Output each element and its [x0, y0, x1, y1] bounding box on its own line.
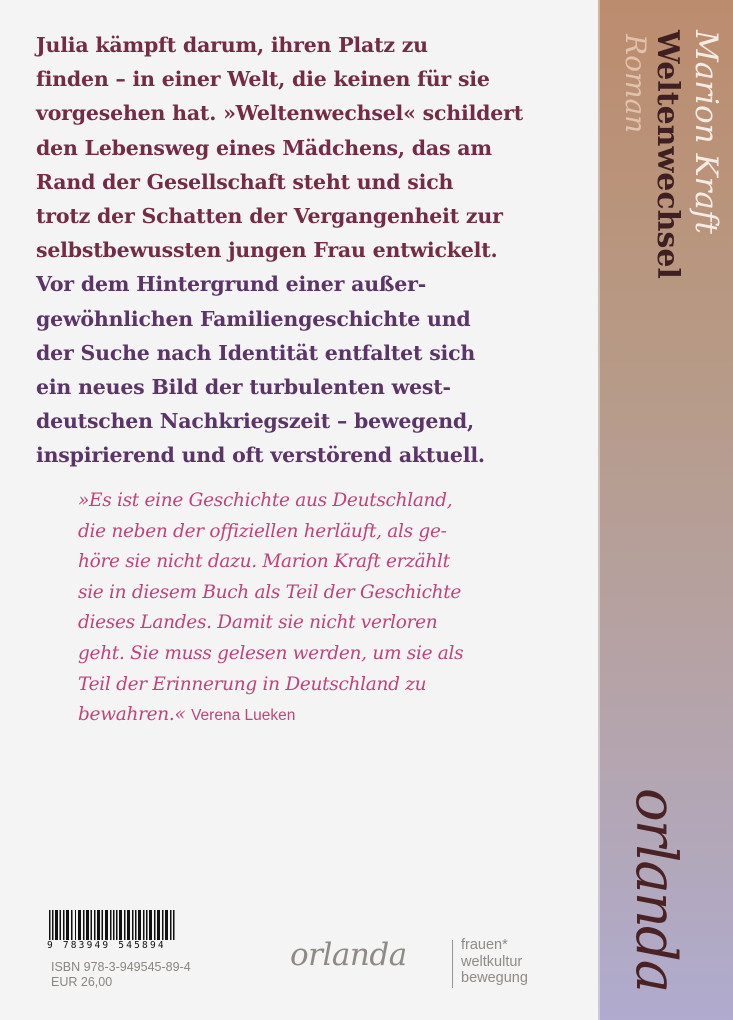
blurb-line: Julia kämpft darum, ihren Platz zu: [36, 33, 428, 57]
blurb-line: ein neues Bild der turbulenten west-: [36, 375, 451, 400]
quote-last-line: [78, 700, 558, 732]
quote-line: Teil der Erinnerung in Deutschland zu: [78, 673, 427, 695]
blurb-line: trotz der Schatten der Vergangenheit zur: [36, 204, 503, 229]
tagline-line: weltkultur: [461, 953, 523, 970]
quote-line: sie in diesem Buch als Teil der Geschichte: [78, 581, 462, 603]
publisher-tagline: [461, 937, 528, 987]
barcode-digits: 9 783949 545894: [47, 940, 179, 951]
blurb-line: deutschen Nachkriegszeit – bewegend,: [36, 409, 474, 434]
blurb-line: den Lebensweg eines Mädchens, das am: [36, 135, 492, 160]
spine-author: Marion Kraft: [688, 30, 724, 234]
quote-line: bewahren.«: [78, 704, 186, 726]
logo-divider: [452, 940, 453, 988]
blurb-line: finden – in einer Welt, die keinen für sie: [36, 67, 490, 92]
isbn-block: [51, 960, 191, 990]
blurb-text: [36, 28, 566, 473]
blurb-line: der Suche nach Identität entfaltet sich: [36, 340, 476, 365]
blurb-line: Rand der Gesellschaft steht und sich: [36, 169, 454, 194]
quote-line: dieses Landes. Damit sie nicht verloren: [78, 612, 438, 634]
blurb-line: selbstbewussten jungen Frau entwickelt.: [36, 238, 498, 263]
price-text: EUR 26,00: [51, 975, 113, 989]
blurb-line: Vor dem Hintergrund einer außer-: [36, 272, 427, 297]
quote-line: »Es ist eine Geschichte aus Deutschland,: [78, 490, 453, 511]
quote-line: geht. Sie muss gelesen werden, um sie als: [78, 642, 464, 664]
spine-genre: Roman: [619, 34, 652, 134]
spine-publisher-logo: orlanda: [623, 788, 688, 992]
quote-line: die neben der offiziellen herläuft, als ge-: [78, 520, 447, 542]
blurb-line: inspirierend und oft verstörend aktuell.: [36, 443, 485, 468]
quote-line: höre sie nicht dazu. Marion Kraft erzählt: [78, 551, 450, 573]
blurb-line: vorgesehen hat. »Weltenwechsel« schildert: [36, 101, 524, 126]
publisher-logo: orlanda: [290, 937, 407, 973]
quote-attribution: Verena Lueken: [191, 707, 296, 725]
review-quote: [78, 486, 558, 732]
isbn-text: ISBN 978-3-949545-89-4: [51, 960, 191, 974]
tagline-line: frauen*: [461, 937, 508, 953]
spine-title: Weltenwechsel: [650, 30, 685, 279]
tagline-line: bewegung: [461, 970, 528, 986]
spine-edge: [598, 0, 600, 1020]
blurb-line: gewöhnlichen Familiengeschichte und: [36, 306, 471, 331]
